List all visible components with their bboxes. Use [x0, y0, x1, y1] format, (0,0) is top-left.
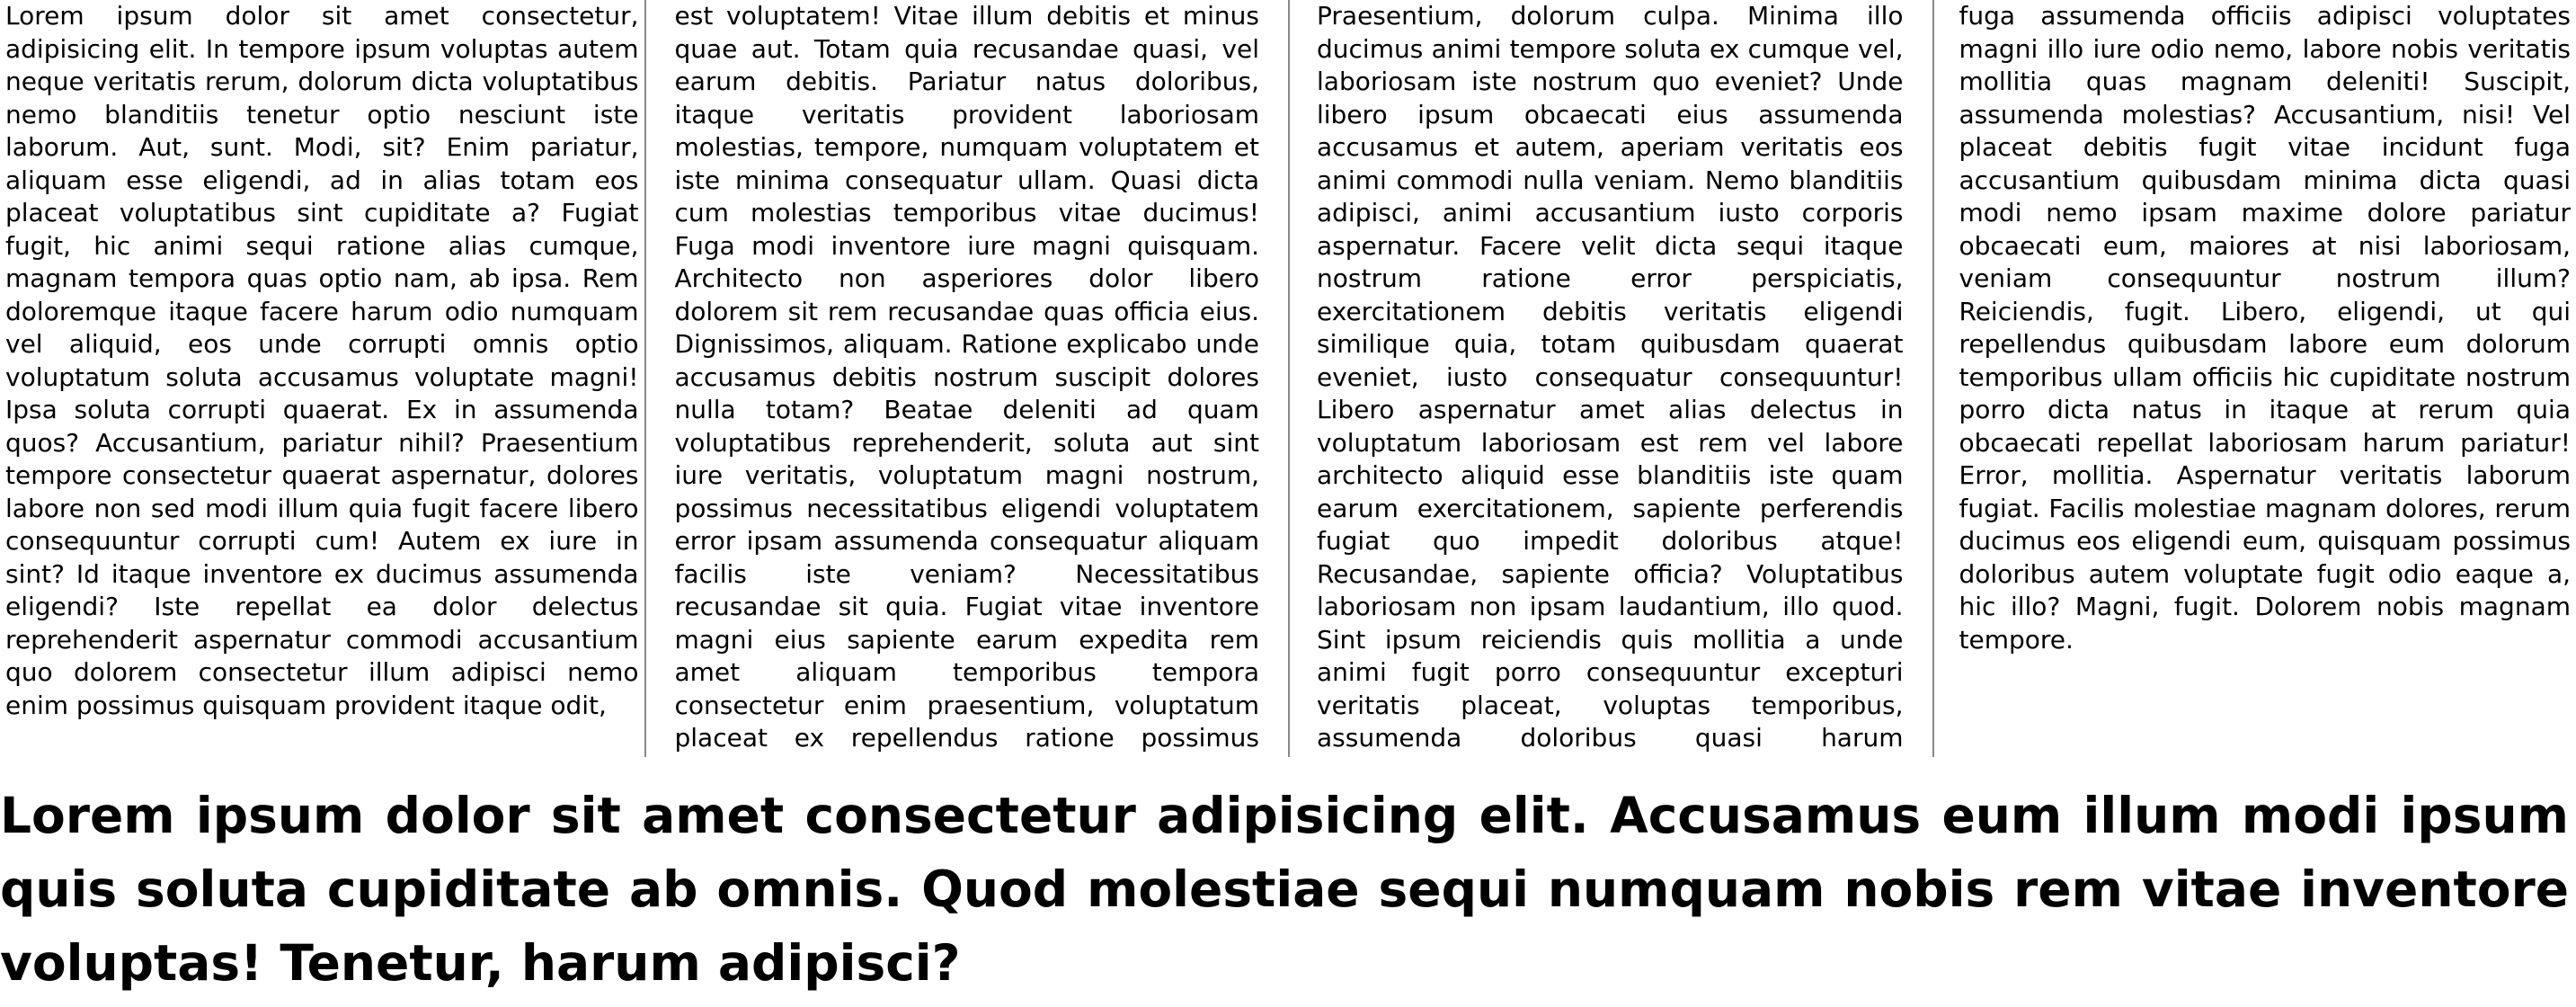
- text-column-3: Praesentium, dolorum culpa. Minima illo ducimus animi tempore soluta ex cumque vel, laboriosam iste nostrum quo eveniet? Unde libero ipsum obcaecati eius assumenda accusamus et autem, aperiam veritatis eos animi commodi nulla veniam. Nemo blanditiis adipisci, animi accusantium iusto corporis aspernatur. Facere velit dicta sequi itaque nostrum ratione error perspiciatis, exercitationem debitis veritatis eligendi similique quia, totam quibusdam quaerat eveniet, iusto consequatur consequuntur! Libero aspernatur amet alias delectus in voluptatum laboriosam est rem vel labore architecto aliquid esse blanditiis iste quam earum exercitationem, sapiente perferendis fugiat quo impedit doloribus atque! Recusandae, sapiente officia? Voluptatibus laboriosam non ipsam laudantium, illo quod. Sint ipsum reiciendis quis mollitia a unde animi fugit porro consequuntur excepturi veritatis placeat, voluptas temporibus, assumenda doloribus quasi harum: [1288, 0, 1932, 757]
- headline-paragraph: Lorem ipsum dolor sit amet consectetur adipisicing elit. Accusamus eum illum modi ipsum quis soluta cupiditate ab omnis. Quod molestiae sequi numquam nobis rem vitae inventore voluptas! Tenetur, harum adipisci?: [0, 787, 2569, 992]
- text-column-2: est voluptatem! Vitae illum debitis et minus quae aut. Totam quia recusandae quasi, vel earum debitis. Pariatur natus doloribus, itaque veritatis provident laboriosam molestias, tempore, numquam voluptatem et iste minima consequatur ullam. Quasi dicta cum molestias temporibus vitae ducimus! Fuga modi inventore iure magni quisquam. Architecto non asperiores dolor libero dolorem sit rem recusandae quas officia eius. Dignissimos, aliquam. Ratione explicabo unde accusamus debitis nostrum suscipit dolores nulla totam? Beatae deleniti ad quam voluptatibus reprehenderit, soluta aut sint iure veritatis, voluptatum magni nostrum, possimus necessitatibus eligendi voluptatem error ipsam assumenda consequatur aliquam facilis iste veniam? Necessitatibus recusandae sit quia. Fugiat vitae inventore magni eius sapiente earum expedita rem amet aliquam temporibus tempora consectetur enim praesentium, voluptatum placeat ex repellendus ratione possimus: [644, 0, 1289, 757]
- text-column-4: fuga assumenda officiis adipisci voluptates magni illo iure odio nemo, labore nobis veritatis mollitia quas magnam deleniti! Suscipit, assumenda molestias? Accusantium, nisi! Vel placeat debitis fugit vitae incidunt fuga accusantium quibusdam minima dicta quasi modi nemo ipsam maxime dolore pariatur obcaecati eum, maiores at nisi laboriosam, veniam consequuntur nostrum illum? Reiciendis, fugit. Libero, eligendi, ut qui repellendus quibusdam labore eum dolorum temporibus ullam officiis hic cupiditate nostrum porro dicta natus in itaque at rerum quia obcaecati repellat laboriosam harum pariatur! Error, mollitia. Aspernatur veritatis laborum fugiat. Facilis molestiae magnam dolores, rerum ducimus eos eligendi eum, quisquam possimus doloribus autem voluptate fugit odio eaque a, hic illo? Magni, fugit. Dolorem nobis magnam tempore.: [1932, 0, 2576, 757]
- text-column-1: Lorem ipsum dolor sit amet consectetur, adipisicing elit. In tempore ipsum voluptas autem neque veritatis rerum, dolorum dicta voluptatibus nemo blanditiis tenetur optio nesciunt iste laborum. Aut, sunt. Modi, sit? Enim pariatur, aliquam esse eligendi, ad in alias totam eos placeat voluptatibus sint cupiditate a? Fugiat fugit, hic animi sequi ratione alias cumque, magnam tempora quas optio nam, ab ipsa. Rem doloremque itaque facere harum odio numquam vel aliquid, eos unde corrupti omnis optio voluptatum soluta accusamus voluptate magni! Ipsa soluta corrupti quaerat. Ex in assumenda quos? Accusantium, pariatur nihil? Praesentium tempore consectetur quaerat aspernatur, dolores labore non sed modi illum quia fugit facere libero consequuntur corrupti cum! Autem ex iure in sint? Id itaque inventore ex ducimus assumenda eligendi? Iste repellat ea dolor delectus reprehenderit aspernatur commodi accusantium quo dolorem consectetur illum adipisci nemo enim possimus quisquam provident itaque odit,: [5, 1, 639, 720]
